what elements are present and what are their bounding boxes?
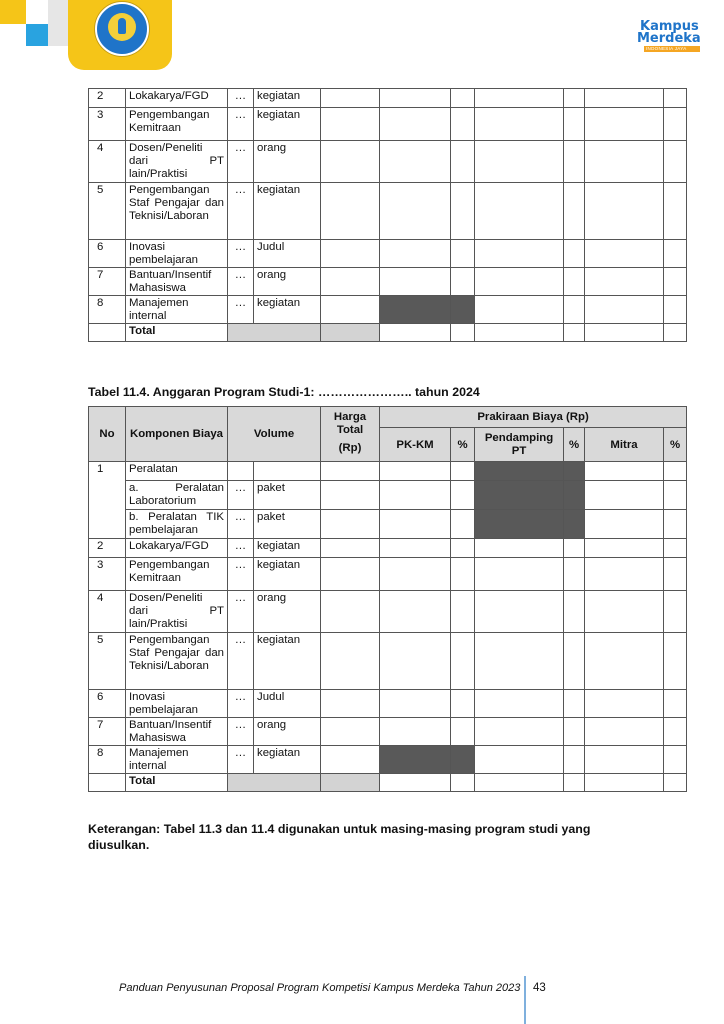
table-cell [564, 89, 585, 108]
table-cell [228, 462, 254, 481]
table-caption: Tabel 11.4. Anggaran Program Studi-1: ………………….. tahun 2024 [88, 385, 480, 399]
table-cell [564, 324, 585, 342]
table-row [89, 690, 687, 718]
row-number: 2 [89, 89, 126, 108]
volume-quantity: … [228, 108, 254, 141]
volume-unit: paket [254, 510, 321, 539]
header-pct-mitra: % [664, 428, 687, 462]
header-volume: Volume [228, 407, 321, 462]
header-pct-pendamping: % [564, 428, 585, 462]
table-cell [564, 268, 585, 296]
table-cell [585, 746, 664, 774]
table-row [89, 268, 687, 296]
table-cell [664, 633, 687, 690]
table-11-3-continuation [88, 88, 687, 342]
tut-wuri-handayani-emblem-icon [95, 2, 149, 56]
component-label: Dosen/Peneliti dari PT lain/Praktisi [126, 591, 228, 633]
table-cell [664, 108, 687, 141]
row-number: 4 [89, 141, 126, 183]
table-cell [451, 633, 475, 690]
table-cell [380, 591, 451, 633]
volume-quantity: … [228, 539, 254, 558]
row-number: 3 [89, 558, 126, 591]
total-label: Total [126, 324, 228, 342]
table-cell [585, 268, 664, 296]
table-row [89, 539, 687, 558]
table-cell [475, 481, 564, 510]
table-cell [380, 183, 451, 240]
table-cell [585, 240, 664, 268]
table-cell [585, 718, 664, 746]
table-cell [585, 108, 664, 141]
table-cell [451, 296, 475, 324]
table-cell [664, 240, 687, 268]
table-cell [380, 296, 451, 324]
volume-quantity: … [228, 141, 254, 183]
table-cell [380, 558, 451, 591]
table-cell [475, 268, 564, 296]
component-label: Pengembangan Staf Pengajar dan Teknisi/Laboran [126, 633, 228, 690]
total-row [89, 774, 687, 792]
table-cell [585, 141, 664, 183]
table-cell [475, 690, 564, 718]
table-cell [475, 746, 564, 774]
table-cell [380, 774, 451, 792]
row-number: 4 [89, 591, 126, 633]
table-cell [380, 462, 451, 481]
table-row [89, 89, 687, 108]
note-text: Keterangan: Tabel 11.3 dan 11.4 digunakan untuk masing-masing program studi yang diusulkan. [88, 822, 591, 852]
footer-text: Panduan Penyusunan Proposal Program Kompetisi Kampus Merdeka Tahun 2023 [119, 982, 521, 994]
table-cell [564, 481, 585, 510]
table-cell [564, 774, 585, 792]
table-cell [564, 746, 585, 774]
volume-unit: orang [254, 718, 321, 746]
volume-unit: orang [254, 268, 321, 296]
table-cell [380, 633, 451, 690]
table-cell [321, 774, 380, 792]
table-cell [564, 108, 585, 141]
table-cell [585, 558, 664, 591]
component-label: Pengembangan Kemitraan [126, 558, 228, 591]
table-cell [321, 481, 380, 510]
table-cell [451, 108, 475, 141]
table-cell [380, 718, 451, 746]
table-row [89, 481, 687, 510]
row-number: 8 [89, 746, 126, 774]
row-number: 5 [89, 183, 126, 240]
table-cell [475, 591, 564, 633]
volume-quantity: … [228, 89, 254, 108]
table-cell [89, 774, 126, 792]
table-cell [321, 718, 380, 746]
table-cell [380, 108, 451, 141]
total-label: Total [126, 774, 228, 792]
table-cell [451, 558, 475, 591]
volume-quantity: … [228, 183, 254, 240]
table-cell [475, 558, 564, 591]
volume-quantity: … [228, 633, 254, 690]
table-cell [380, 89, 451, 108]
table-cell [380, 539, 451, 558]
table-cell [564, 558, 585, 591]
volume-unit: Judul [254, 240, 321, 268]
kampus-merdeka-logo: Kampus Merdeka INDONESIA JAYA [637, 19, 701, 51]
table-cell [585, 690, 664, 718]
table-cell [664, 558, 687, 591]
table-cell [585, 774, 664, 792]
table-cell [451, 539, 475, 558]
component-label: a. Peralatan Laboratorium [126, 481, 228, 510]
component-label: Manajemen internal [126, 746, 228, 774]
volume-quantity: … [228, 296, 254, 324]
volume-unit: Judul [254, 690, 321, 718]
component-label: Bantuan/Insentif Mahasiswa [126, 268, 228, 296]
header-pendamping: Pendamping PT [475, 428, 564, 462]
table-cell [564, 539, 585, 558]
header-decoration-blue [26, 24, 48, 46]
table-cell [664, 462, 687, 481]
component-label: Peralatan [126, 462, 228, 481]
row-number: 7 [89, 268, 126, 296]
table-row [89, 510, 687, 539]
table-cell [475, 462, 564, 481]
table-row [89, 108, 687, 141]
table-cell [664, 774, 687, 792]
table-cell [564, 690, 585, 718]
component-label: Lokakarya/FGD [126, 539, 228, 558]
row-number: 7 [89, 718, 126, 746]
header-pkkm: PK-KM [380, 428, 451, 462]
table-cell [585, 591, 664, 633]
table-cell [664, 690, 687, 718]
table-cell [451, 141, 475, 183]
volume-quantity: … [228, 591, 254, 633]
table-cell [321, 539, 380, 558]
table-cell [321, 89, 380, 108]
table-cell [380, 510, 451, 539]
header-harga-total: Harga Total (Rp) [321, 407, 380, 462]
table-cell [380, 268, 451, 296]
table-cell [564, 141, 585, 183]
volume-unit: kegiatan [254, 539, 321, 558]
table-cell [321, 462, 380, 481]
row-number: 1 [89, 462, 126, 539]
table-cell [451, 591, 475, 633]
table-cell [475, 183, 564, 240]
table-cell [380, 690, 451, 718]
table-cell [475, 633, 564, 690]
table-cell [321, 591, 380, 633]
table-row [89, 462, 687, 481]
table-cell [664, 324, 687, 342]
table-cell [380, 324, 451, 342]
table-cell [475, 510, 564, 539]
volume-unit: kegiatan [254, 746, 321, 774]
table-cell [321, 268, 380, 296]
table-cell [564, 183, 585, 240]
row-number: 2 [89, 539, 126, 558]
table-cell [475, 89, 564, 108]
table-cell [664, 268, 687, 296]
table-cell [664, 746, 687, 774]
volume-quantity: … [228, 268, 254, 296]
table-cell [451, 240, 475, 268]
volume-quantity: … [228, 481, 254, 510]
table-cell [451, 268, 475, 296]
table-cell [451, 183, 475, 240]
table-cell [451, 746, 475, 774]
table-cell [585, 324, 664, 342]
table-cell [664, 296, 687, 324]
volume-quantity: … [228, 746, 254, 774]
table-cell [321, 324, 380, 342]
table-cell [475, 296, 564, 324]
table-cell [664, 141, 687, 183]
table-cell [564, 462, 585, 481]
table-cell [451, 718, 475, 746]
table-cell [564, 510, 585, 539]
table-cell [380, 481, 451, 510]
footer-divider [524, 976, 526, 1024]
header-pct-pkkm: % [451, 428, 475, 462]
component-label: b. Peralatan TIK pembelajaran [126, 510, 228, 539]
table-cell [475, 141, 564, 183]
table-row [89, 633, 687, 690]
component-label: Manajemen internal [126, 296, 228, 324]
table-row [89, 718, 687, 746]
volume-quantity: … [228, 240, 254, 268]
table-cell [585, 481, 664, 510]
header-prakiraan: Prakiraan Biaya (Rp) [380, 407, 687, 428]
table-cell [321, 558, 380, 591]
component-label: Bantuan/Insentif Mahasiswa [126, 718, 228, 746]
table-row [89, 141, 687, 183]
header-no: No [89, 407, 126, 462]
row-number: 3 [89, 108, 126, 141]
table-cell [228, 324, 321, 342]
component-label: Lokakarya/FGD [126, 89, 228, 108]
table-cell [585, 633, 664, 690]
table-cell [664, 539, 687, 558]
component-label: Inovasi pembelajaran [126, 690, 228, 718]
table-row [89, 183, 687, 240]
table-cell [321, 183, 380, 240]
page-number: 43 [533, 982, 546, 994]
table-cell [475, 240, 564, 268]
volume-unit: kegiatan [254, 183, 321, 240]
table-row [89, 240, 687, 268]
table-cell [664, 183, 687, 240]
volume-unit: paket [254, 481, 321, 510]
table-row [89, 558, 687, 591]
table-cell [321, 690, 380, 718]
table-cell [475, 718, 564, 746]
volume-unit: kegiatan [254, 633, 321, 690]
volume-unit: orang [254, 591, 321, 633]
table-cell [321, 510, 380, 539]
component-label: Inovasi pembelajaran [126, 240, 228, 268]
header-mitra: Mitra [585, 428, 664, 462]
table-cell [254, 462, 321, 481]
volume-unit: kegiatan [254, 296, 321, 324]
table-cell [585, 296, 664, 324]
table-cell [664, 591, 687, 633]
table-cell [451, 510, 475, 539]
table-cell [228, 774, 321, 792]
table-cell [475, 324, 564, 342]
table-cell [321, 633, 380, 690]
volume-unit: kegiatan [254, 558, 321, 591]
volume-unit: kegiatan [254, 108, 321, 141]
table-cell [475, 108, 564, 141]
table-cell [564, 296, 585, 324]
table-cell [664, 718, 687, 746]
table-cell [564, 591, 585, 633]
table-cell [564, 633, 585, 690]
table-cell [564, 240, 585, 268]
table-cell [380, 746, 451, 774]
row-number: 8 [89, 296, 126, 324]
row-number: 5 [89, 633, 126, 690]
table-cell [585, 183, 664, 240]
header-component: Komponen Biaya [126, 407, 228, 462]
table-cell [451, 462, 475, 481]
table-cell [585, 510, 664, 539]
table-11-4 [88, 406, 687, 792]
volume-quantity: … [228, 510, 254, 539]
total-row [89, 324, 687, 342]
header-decoration-grey [48, 0, 68, 46]
table-cell [475, 774, 564, 792]
table-cell [451, 690, 475, 718]
table-cell [451, 89, 475, 108]
table-cell [664, 510, 687, 539]
table-cell [451, 774, 475, 792]
table-cell [321, 746, 380, 774]
volume-unit: kegiatan [254, 89, 321, 108]
table-row [89, 296, 687, 324]
volume-quantity: … [228, 690, 254, 718]
header-decoration-yellow [0, 0, 26, 24]
table-cell [380, 141, 451, 183]
table-cell [321, 141, 380, 183]
table-cell [585, 89, 664, 108]
volume-quantity: … [228, 718, 254, 746]
table-row [89, 591, 687, 633]
table-cell [585, 539, 664, 558]
table-cell [321, 240, 380, 268]
table-cell [475, 539, 564, 558]
table-cell [89, 324, 126, 342]
volume-unit: orang [254, 141, 321, 183]
table-cell [321, 108, 380, 141]
component-label: Pengembangan Staf Pengajar dan Teknisi/Laboran [126, 183, 228, 240]
table-cell [564, 718, 585, 746]
component-label: Pengembangan Kemitraan [126, 108, 228, 141]
table-cell [451, 481, 475, 510]
row-number: 6 [89, 240, 126, 268]
row-number: 6 [89, 690, 126, 718]
component-label: Dosen/Peneliti dari PT lain/Praktisi [126, 141, 228, 183]
table-row [89, 746, 687, 774]
table-cell [664, 481, 687, 510]
table-cell [321, 296, 380, 324]
table-cell [664, 89, 687, 108]
volume-quantity: … [228, 558, 254, 591]
table-cell [380, 240, 451, 268]
table-cell [451, 324, 475, 342]
table-cell [585, 462, 664, 481]
